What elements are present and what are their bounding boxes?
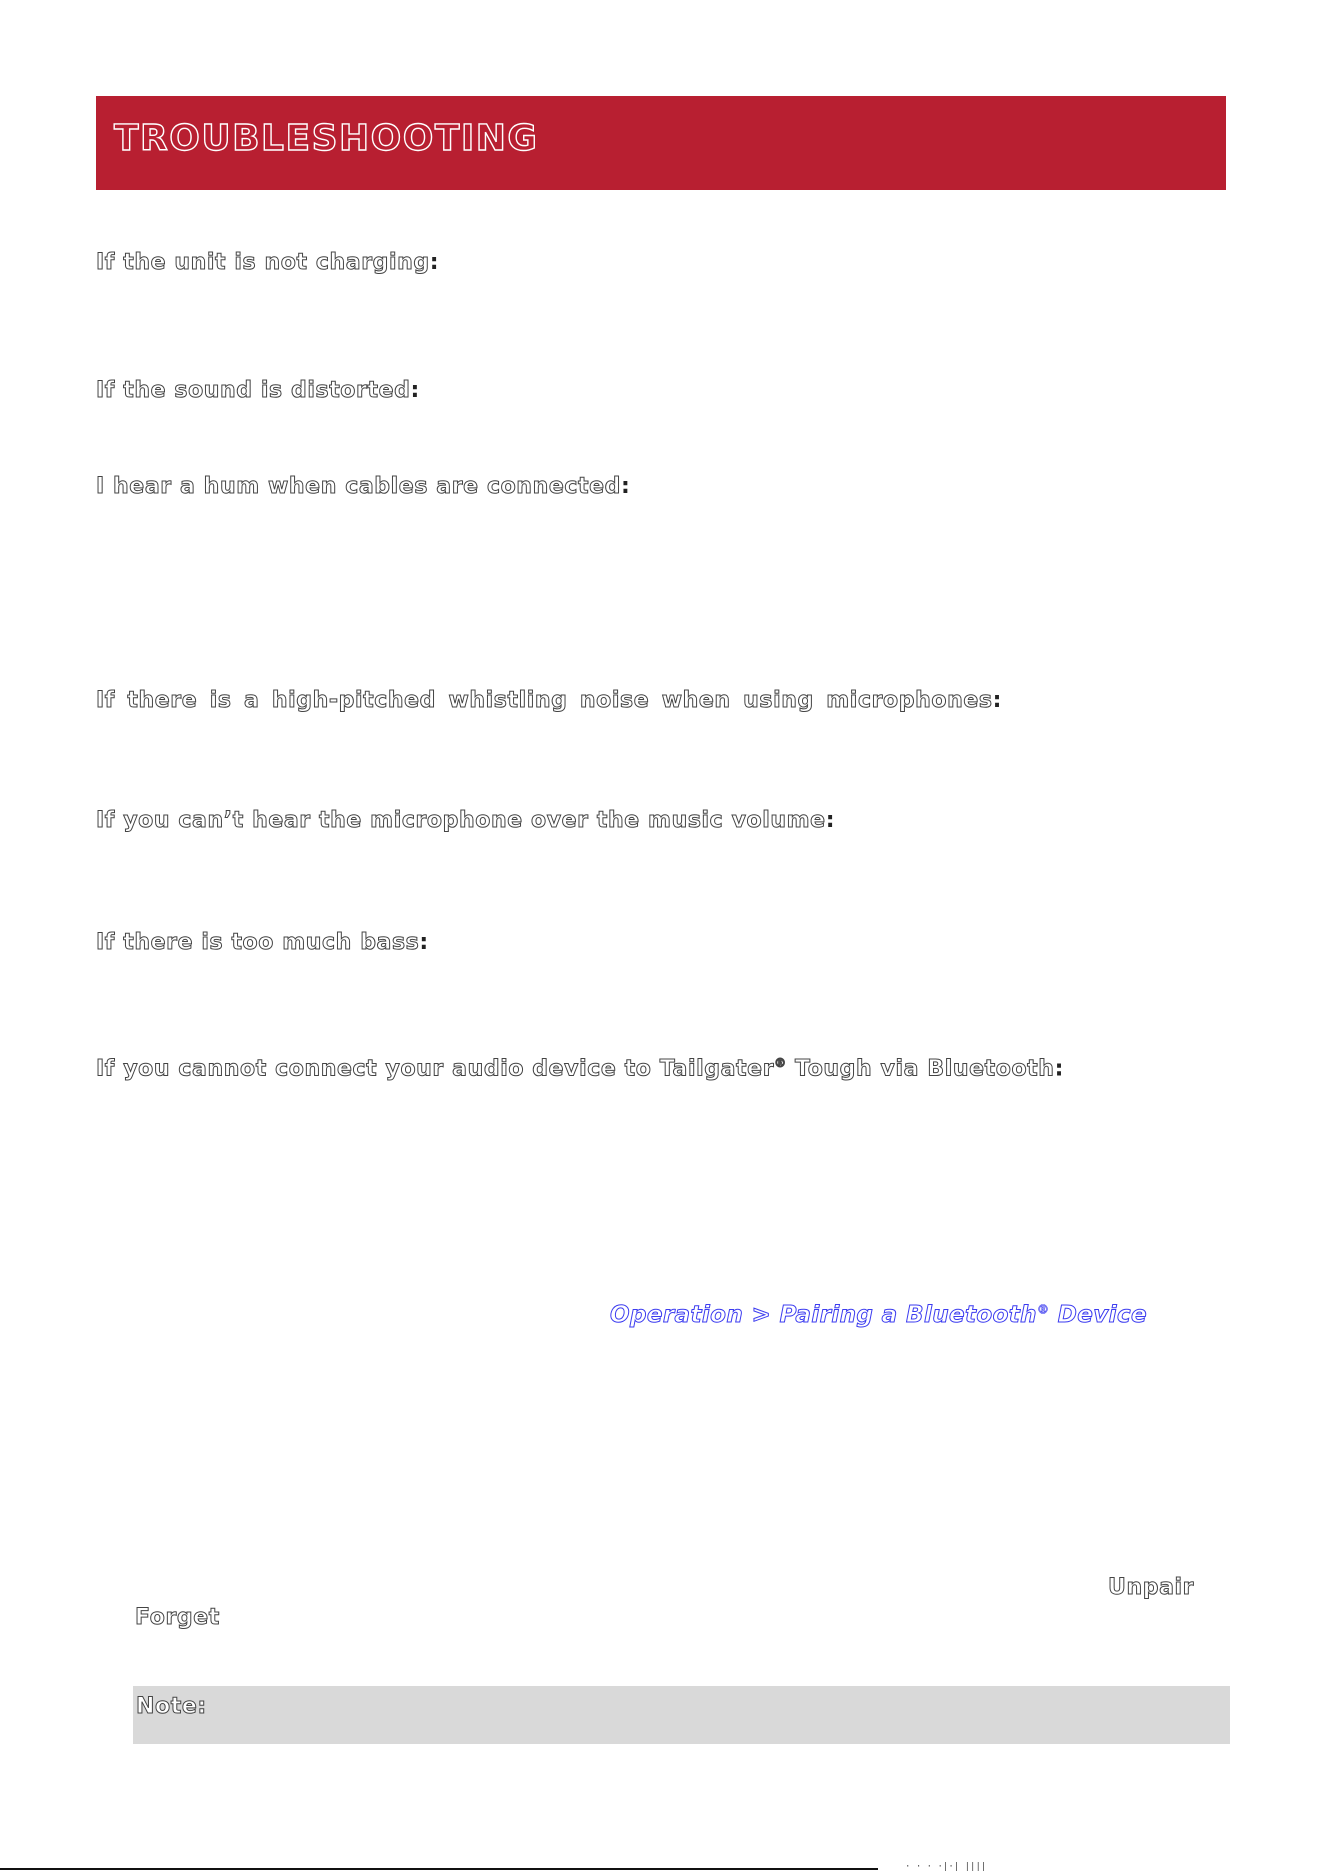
heading-colon: : <box>419 930 429 955</box>
heading-colon: : <box>620 474 631 499</box>
heading-text: Tough via Bluetooth <box>786 1056 1055 1082</box>
heading-word: using <box>743 688 814 713</box>
heading-bluetooth <box>96 1056 1064 1081</box>
heading-text: If you can’t hear the microphone over the music volume <box>96 808 826 833</box>
section-header-bar <box>96 96 1226 190</box>
heading-word: when <box>661 688 731 713</box>
heading-colon: : <box>992 688 1002 713</box>
keyword-forget: Forget <box>135 1605 220 1630</box>
heading-colon: : <box>1054 1056 1064 1082</box>
heading-colon: : <box>825 808 836 833</box>
page-title: TROUBLESHOOTING <box>114 118 539 159</box>
heading-word: high-pitched <box>271 688 437 713</box>
heading-text: If there is too much bass <box>96 930 420 955</box>
heading-word: noise <box>579 688 650 713</box>
heading-word: a <box>244 688 260 713</box>
registered-mark: ® <box>774 1056 787 1070</box>
note-label: Note: <box>136 1694 207 1719</box>
heading-text: If the unit is not charging <box>96 250 430 275</box>
heading-word: whistling <box>448 688 568 713</box>
pairing-link[interactable] <box>610 1302 1147 1328</box>
heading-mic-volume <box>96 808 835 833</box>
heading-word: microphones <box>826 688 993 713</box>
heading-text: If the sound is distorted <box>96 378 411 403</box>
heading-whistling <box>96 688 1002 713</box>
heading-not-charging <box>96 250 439 275</box>
heading-colon: : <box>410 378 420 403</box>
heading-too-much-bass <box>96 930 429 955</box>
heading-text: I hear a hum when cables are connected <box>96 474 621 499</box>
registered-mark: ® <box>1036 1302 1050 1317</box>
heading-word: there <box>127 688 198 713</box>
link-text: Device <box>1049 1302 1147 1328</box>
link-text: Operation > Pairing a Bluetooth <box>610 1302 1037 1328</box>
note-box <box>133 1686 1230 1744</box>
heading-text: If you cannot connect your audio device to Tailgater <box>96 1056 775 1082</box>
keyword-unpair: Unpair <box>1108 1575 1195 1600</box>
heading-sound-distorted <box>96 378 420 403</box>
footer-divider <box>0 1868 878 1870</box>
heading-hum <box>96 474 630 499</box>
heading-word: If <box>96 688 115 713</box>
heading-colon: : <box>429 250 440 275</box>
footer-marks: · · · ·|·| |||| <box>905 1862 987 1872</box>
heading-word: is <box>209 688 232 713</box>
